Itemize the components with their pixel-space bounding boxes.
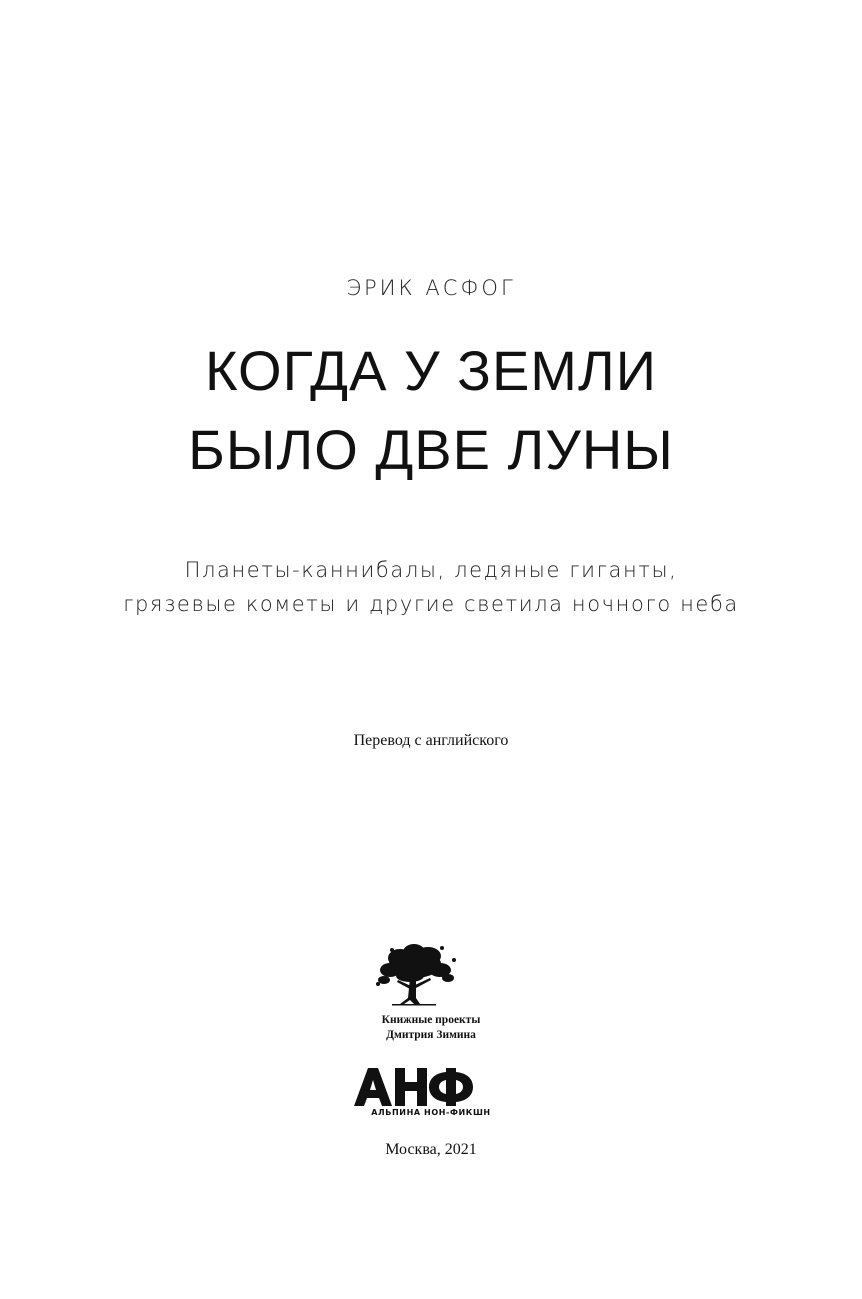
anf-caption: АЛЬПИНА НОН-ФИКШН bbox=[371, 1108, 491, 1117]
imprint-line-2: Дмитрия Зимина bbox=[386, 1029, 476, 1041]
tree-logo-icon bbox=[370, 940, 460, 1010]
translation-note: Перевод с английского bbox=[353, 732, 509, 749]
book-title-line-2: БЫЛО ДВЕ ЛУНЫ bbox=[188, 418, 674, 481]
subtitle-line-2: грязевые кометы и другие светила ночного неба bbox=[123, 592, 739, 616]
book-title-line-1: КОГДА У ЗЕМЛИ bbox=[205, 339, 657, 402]
imprint-line-1: Книжные проекты bbox=[381, 1014, 481, 1026]
subtitle-line-1: Планеты-каннибалы, ледяные гиганты, bbox=[184, 558, 678, 582]
author-name: ЭРИК АСФОГ bbox=[346, 276, 516, 300]
place-year: Москва, 2021 bbox=[385, 1141, 477, 1158]
anf-logo-icon bbox=[352, 1068, 474, 1106]
